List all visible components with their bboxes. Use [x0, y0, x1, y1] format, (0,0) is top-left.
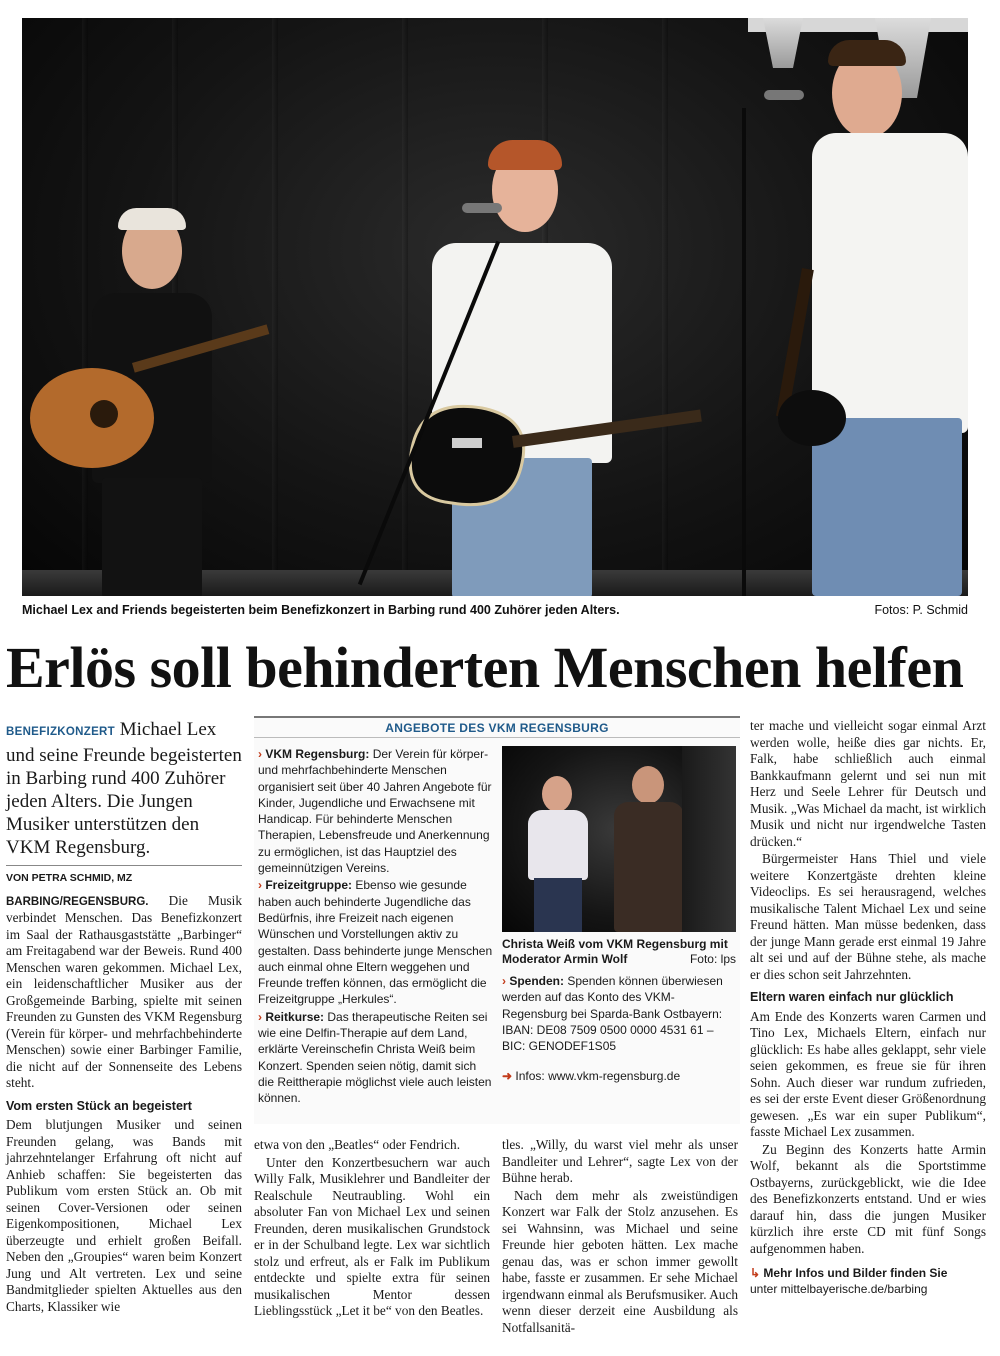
article-paragraph: tles. „Willy, du warst viel mehr als unser Bandleiter und Lehrer“, sagte Lex von der Bühne herab.	[502, 1137, 738, 1185]
headline: Erlös soll behinderten Menschen helfen	[6, 635, 964, 700]
infobox-title: ANGEBOTE DES VKM REGENSBURG	[254, 716, 740, 738]
article-column-1	[6, 718, 242, 1316]
article-paragraph: Unter den Konzertbesuchern war auch Willy Falk, Musiklehrer und Bandleiter der Realschule Neutraubling. Wohl ein absoluter Fan von Michael Lex und seinen Freunden, deren musikalischen Grundstock er in der Schulband legte. Lex war sichtlich stolz und erfreut, als er Falk im Publikum entdeckte und spielte extra für seinen musikalischen Mentor dessen Lieblingsstück „Let it be“ von den Beatles.	[254, 1154, 490, 1318]
article-column-2	[254, 1137, 490, 1321]
article-paragraph: Bürgermeister Hans Thiel und viele weitere Konzertgäste drehten kleine Videoclips. Es sei herausragend, welches musikalische Talent Michael Lex und seine Freund hätten. Man müsse bedenken, dass der junge Mann gerade erst einmal 19 Jahre alt sei und auf der Bühne stehe, als mache er dies schon seit Jahrzehnten.	[750, 851, 986, 982]
infos-link[interactable]: ➜ Infos: www.vkm-regensburg.de	[502, 1069, 681, 1084]
vkm-photo-credit: Foto: lps	[689, 952, 736, 966]
chevron-right-icon: ›	[258, 878, 262, 893]
chevron-right-icon: ›	[502, 974, 506, 988]
more-info-link[interactable]: ↳ Mehr Infos und Bilder finden Sie unter mittelbayerische.de/barbing	[750, 1266, 948, 1296]
author-line: VON PETRA SCHMID, MZ	[6, 865, 242, 887]
arrow-right-icon: ↳	[750, 1266, 761, 1280]
spenden-info: › Spenden: Spenden können überwiesen werden auf das Konto des VKM-Regensburg bei Sparda-Bank Ostbayern: IBAN: DE08 7509 0500 0000 4531 61 – BIC: GENODEF1S05	[502, 974, 723, 1054]
infobox-item: › Reitkurse: Das therapeutische Reiten sei wie eine Delfin-Therapie auf dem Land, erklärte Vereinschefin Christa Weiß beim Konzert. Spenden seien nötig, damit sich die Reittherapie möglichst viele auch leisten können.	[258, 1009, 492, 1106]
vkm-photo	[502, 746, 736, 932]
article-column-4	[750, 718, 986, 1297]
photo-caption: Michael Lex and Friends begeisterten beim Benefizkonzert in Barbing rund 400 Zuhörer jeden Alters.	[22, 603, 620, 617]
chevron-right-icon: ›	[258, 1009, 262, 1024]
infobox-item: › Freizeitgruppe: Ebenso wie gesunde haben auch behinderte Jugendliche das Bedürfnis, ihre Freizeit nach eigenen Wünschen und Vorstellungen aktiv zu gestalten. Dass behinderte junge Menschen auch einmal ohne Eltern weggehen und Freunde treffen können, das ermöglicht die Freizeitgruppe „Herkules“.	[258, 878, 493, 1007]
subheading: Vom ersten Stück an begeistert	[6, 1098, 192, 1113]
subheading: Eltern waren einfach nur glücklich	[750, 990, 954, 1004]
vkm-photo-caption: Christa Weiß vom VKM Regensburg mit Moderator Armin Wolf Foto: lps	[502, 937, 736, 966]
dateline: BARBING/REGENSBURG.	[6, 895, 149, 908]
article-paragraph: ter mache und vielleicht sogar einmal Arzt werden wolle, heiße dies gar nichts. Er, Falk, habe schließlich auch einmal Bankkaufmann gelernt und sei nun mit Herz und Seele Lehrer für Deutsch und Musik. „Was Michael da macht, ist wirklich Musik und nicht nur irgendwelche Tasten drücken.“	[750, 718, 986, 849]
teaser	[6, 718, 242, 859]
teaser-kicker: BENEFIZKONZERT	[6, 726, 115, 738]
article-paragraph: Zu Beginn des Konzerts hatte Armin Wolf, bekannt als die Sportstimme Ostbayerns, zurückgeblickt, wie die Idee des Benefizkonzerts entstand. Und er wies darauf hin, dass die jungen Musiker kürzlich ihre erste CD mit fünf Songs aufgenommen haben.	[750, 1141, 986, 1256]
acoustic-guitar-icon	[22, 318, 282, 488]
chevron-right-icon: ›	[258, 747, 262, 761]
vkm-infobox	[254, 716, 740, 1124]
photo-credit: Fotos: P. Schmid	[874, 603, 968, 617]
electric-guitar-icon	[392, 378, 722, 528]
arrow-right-icon: ➜	[502, 1069, 513, 1084]
article-column-3	[502, 1137, 738, 1337]
article-paragraph: Dem blutjungen Musiker und seinen Freunden gelang, was Bands mit jahrzehntelanger Erfahrung oft nicht auf Anhieb schaffen: Sie begeisterten das Publikum vom ersten Stück an. Ob mit seinen Cover-Versionen oder seinen Eigenkompositionen, Michael Lex überzeugte und erhielt großen Beifall. Neben den „Groupies“ waren beim Konzert Jung und Alt vertreten. Lex und seine Bandmitglieder spielten Aktuelles aus den Charts, Klassiker wie	[6, 1117, 242, 1314]
concert-photo	[22, 18, 968, 596]
infobox-right-column	[502, 746, 738, 1085]
article-paragraph: Nach dem mehr als zweistündigen Konzert war Falk der Stolz anzusehen. Es sei Wahnsinn, was Michael und seine Freunde hier geboten hätten. Lex mache genau das, was er schon immer gewollt habe, fasste er zusammen. Er sehe Michael irgendwann einmal als Berufsmusiker. Auch wenn dieser derzeit eine Ausbildung als Notfallsanitä-	[502, 1187, 738, 1335]
article-paragraph: BARBING/REGENSBURG. Die Musik verbindet Menschen. Das Benefizkonzert im Saal der Rathausgaststätte „Barbinger“ am Freitagabend war der Beweis. Rund 400 Menschen waren gekommen. Michael Lex, ein leidenschaftlicher Musiker aus der Großgemeinde Barbing, spielte mit seinen Freunden zu Gunsten des VKM Regensburg (Verein für körper- und mehrfachbehinderte Menschen) sowie einer Barbinger Familie, die nicht auf der Sonnenseite des Lebens steht.	[6, 892, 243, 1090]
teaser-text: Michael Lex und seine Freunde begeisterten in Barbing rund 400 Zuhörer jeden Alters. Die Jungen Musiker unterstützen den VKM Regensburg.	[6, 719, 242, 858]
article-paragraph: Am Ende des Konzerts waren Carmen und Tino Lex, Michaels Eltern, einfach nur glücklich: Es habe alles geklappt, sehr viele seien gekommen, es freue sie für ihren Sohn. Auch dieser war rundum zufrieden, es sei der erste Event dieser Größenordnung gewesen. „Es war ein super Publikum“, fasste Michael Lex zusammen.	[750, 1008, 986, 1139]
infobox-item: › VKM Regensburg: Der Verein für körper- und mehrfachbehinderte Menschen organisiert seit über 40 Jahren Angebote für Kinder, Jugendliche und Erwachsene mit Handicap. Für behinderte Menschen Therapien, Lebensfreude und Anerkennung zu ermöglichen, ist das Hauptziel des gemeinnützigen Vereins.	[258, 747, 492, 876]
infobox-left-column	[258, 746, 494, 1108]
bass-guitar-icon	[762, 268, 862, 448]
article-paragraph: etwa von den „Beatles“ oder Fendrich.	[254, 1137, 461, 1152]
